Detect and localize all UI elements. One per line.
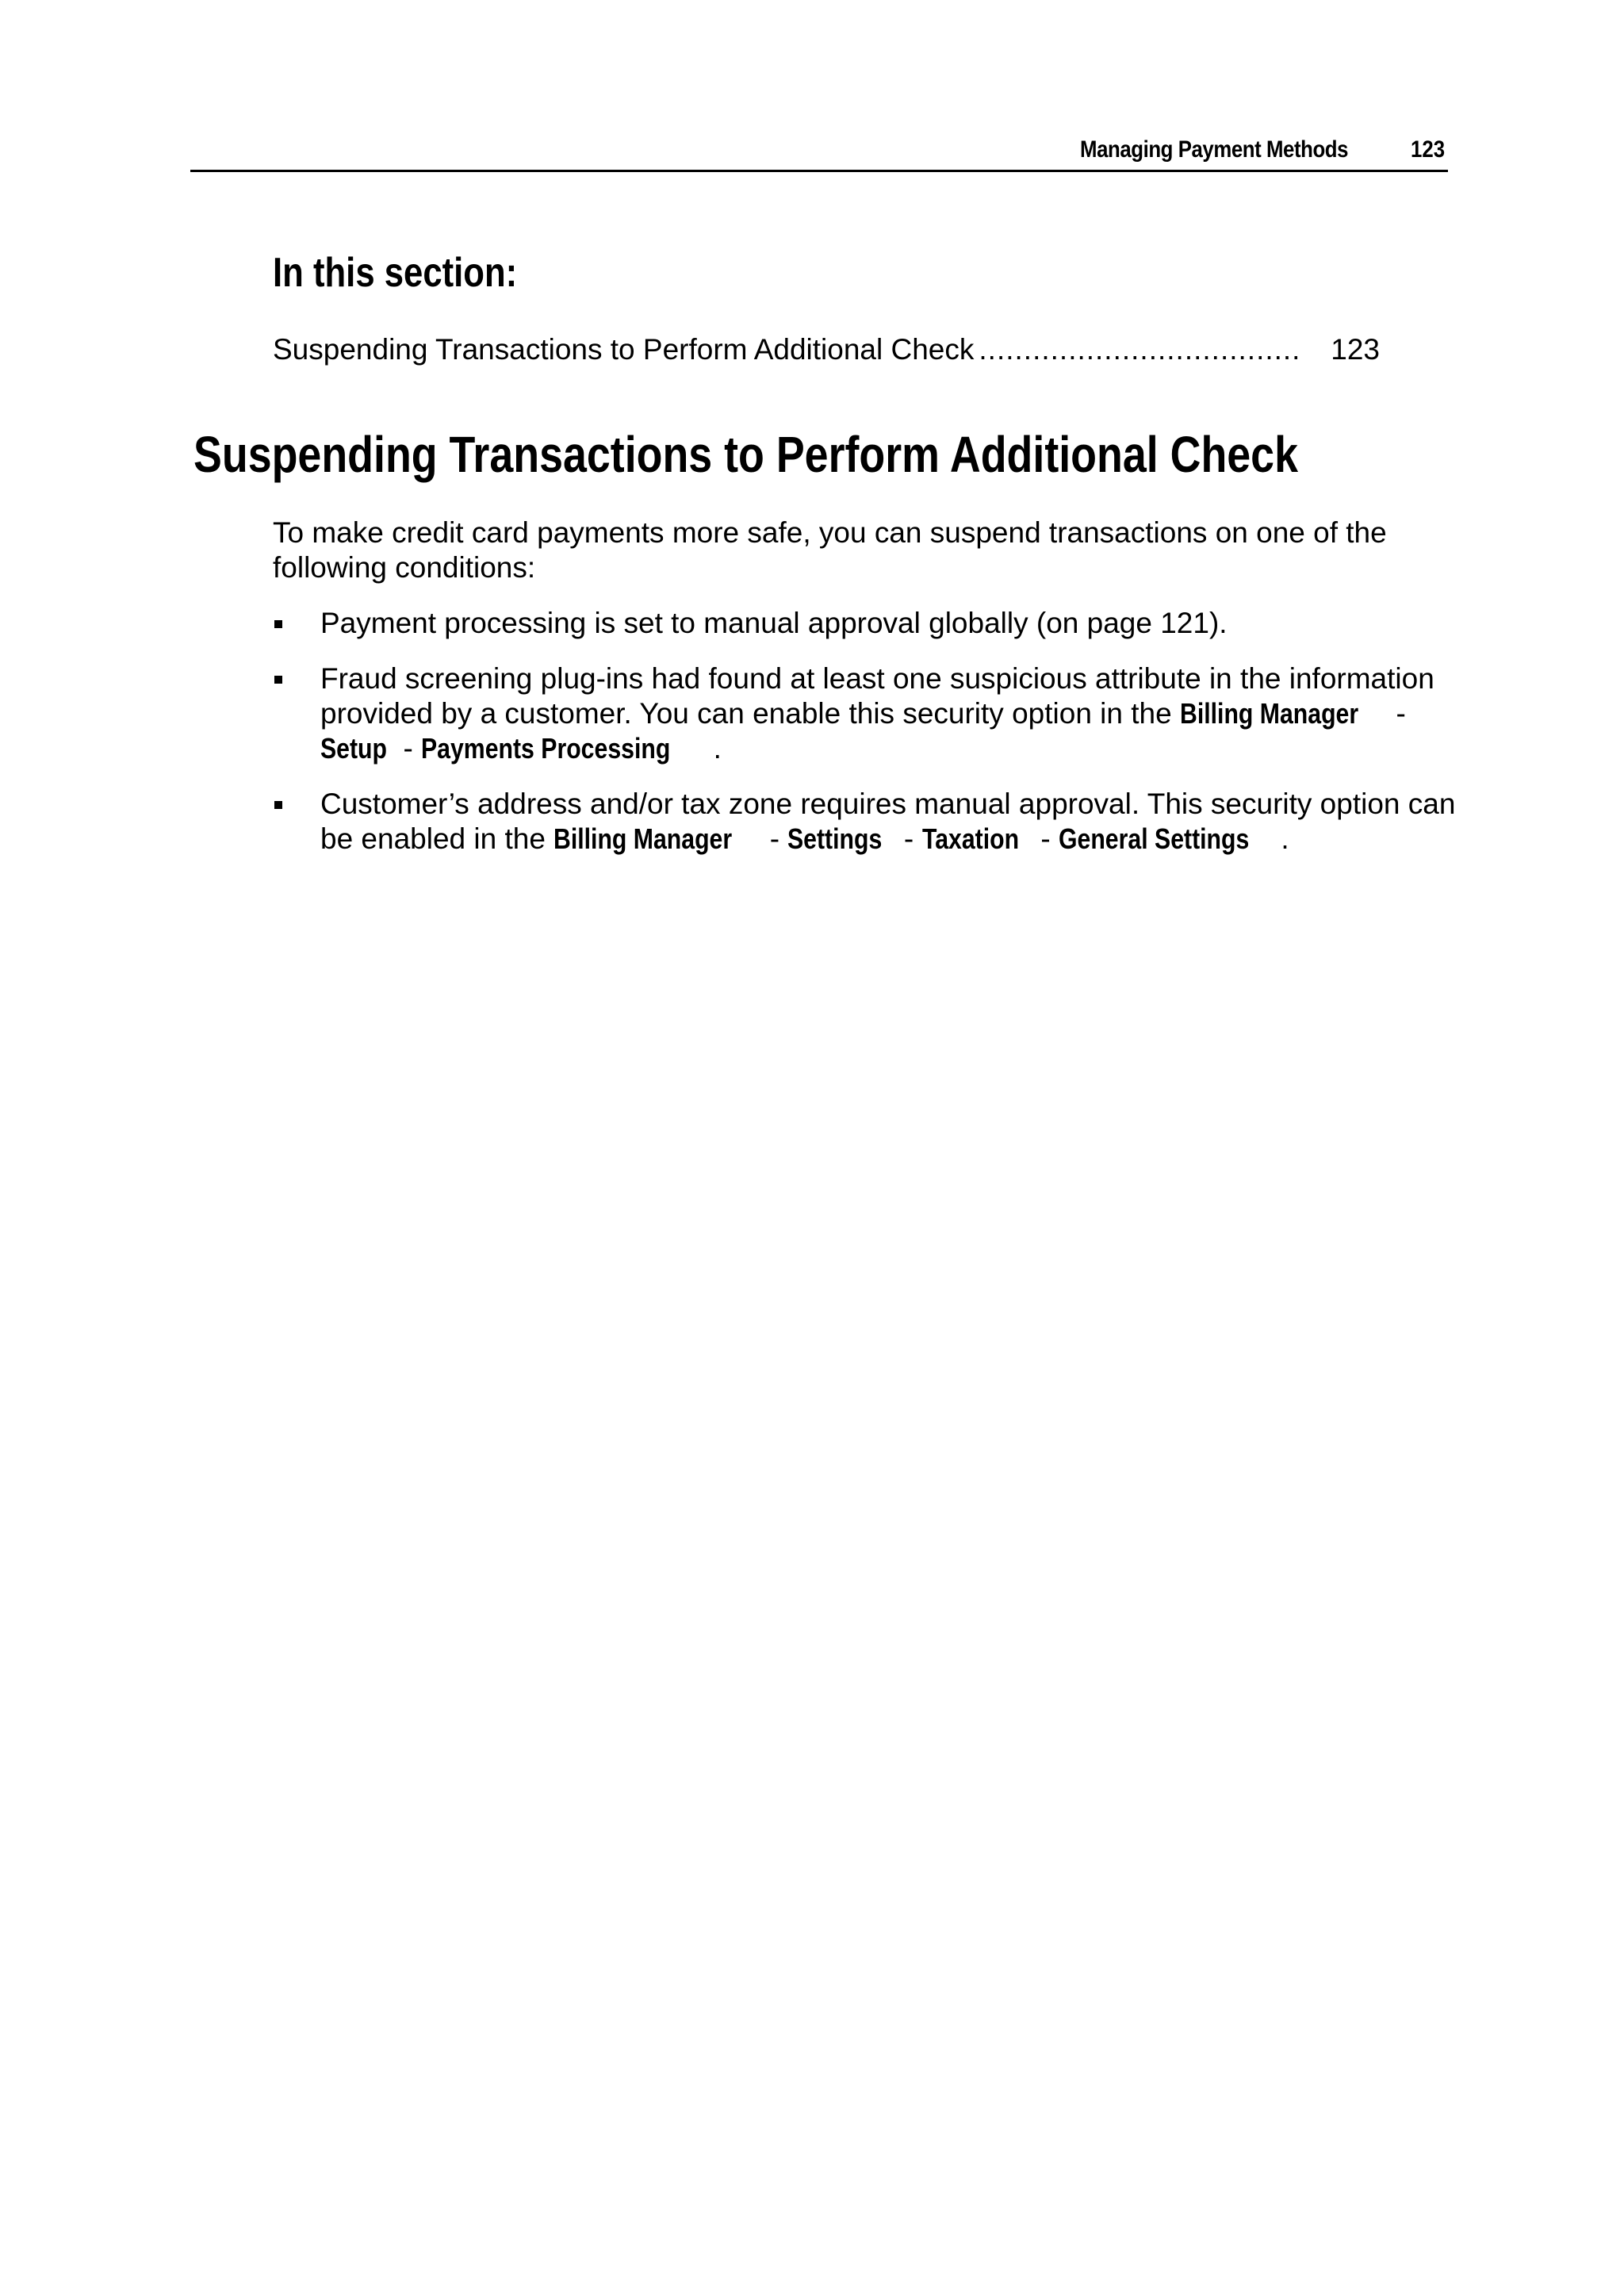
condition-text: Payment processing is set to manual approval globally (on page 121).	[320, 607, 1228, 639]
menu-path-payments-processing: Payments Processing	[421, 732, 671, 765]
toc-entry[interactable]	[273, 333, 1380, 366]
menu-path-taxation: Taxation	[921, 822, 1019, 855]
path-separator: -	[761, 822, 788, 855]
menu-path-general-settings: General Settings	[1059, 822, 1250, 855]
condition-text: Fraud screening plug-ins had found at least one suspicious attribute in the information provided by a customer. You can enable this security option in the	[320, 662, 1434, 730]
path-separator: -	[895, 822, 922, 855]
list-item	[273, 606, 1462, 641]
conditions-list	[273, 606, 1462, 877]
path-separator: -	[1032, 822, 1059, 855]
list-item	[273, 661, 1462, 766]
list-item	[273, 787, 1462, 857]
bullet-icon	[274, 801, 282, 809]
sentence-end: .	[1281, 822, 1289, 855]
bullet-icon	[274, 676, 282, 684]
section-title: Suspending Transactions to Perform Additional Check	[193, 426, 1298, 483]
toc-entry-label[interactable]: Suspending Transactions to Perform Additional Check	[273, 333, 975, 366]
intro-paragraph: To make credit card payments more safe, you can suspend transactions on one of the following conditions:	[273, 516, 1387, 584]
toc-entry-page[interactable]: 123	[1331, 333, 1380, 366]
menu-path-setup: Setup	[320, 732, 388, 765]
path-separator: -	[395, 732, 422, 765]
menu-path-billing-manager: Billing Manager	[1179, 697, 1359, 730]
path-separator: -	[1388, 697, 1406, 730]
menu-path-billing-manager: Billing Manager	[553, 822, 733, 855]
page-header	[190, 133, 1448, 172]
menu-path-settings: Settings	[787, 822, 883, 855]
running-header-title: Managing Payment Methods	[1079, 136, 1348, 163]
page-number: 123	[1410, 136, 1445, 163]
toc-leader-dots: ....................................	[979, 333, 1301, 366]
bullet-icon	[274, 620, 282, 628]
sentence-end: .	[713, 732, 722, 765]
condition-text: Customer’s address and/or tax zone requires manual approval. This security option can be enabled in the	[320, 788, 1456, 855]
in-this-section-heading: In this section:	[273, 250, 518, 296]
